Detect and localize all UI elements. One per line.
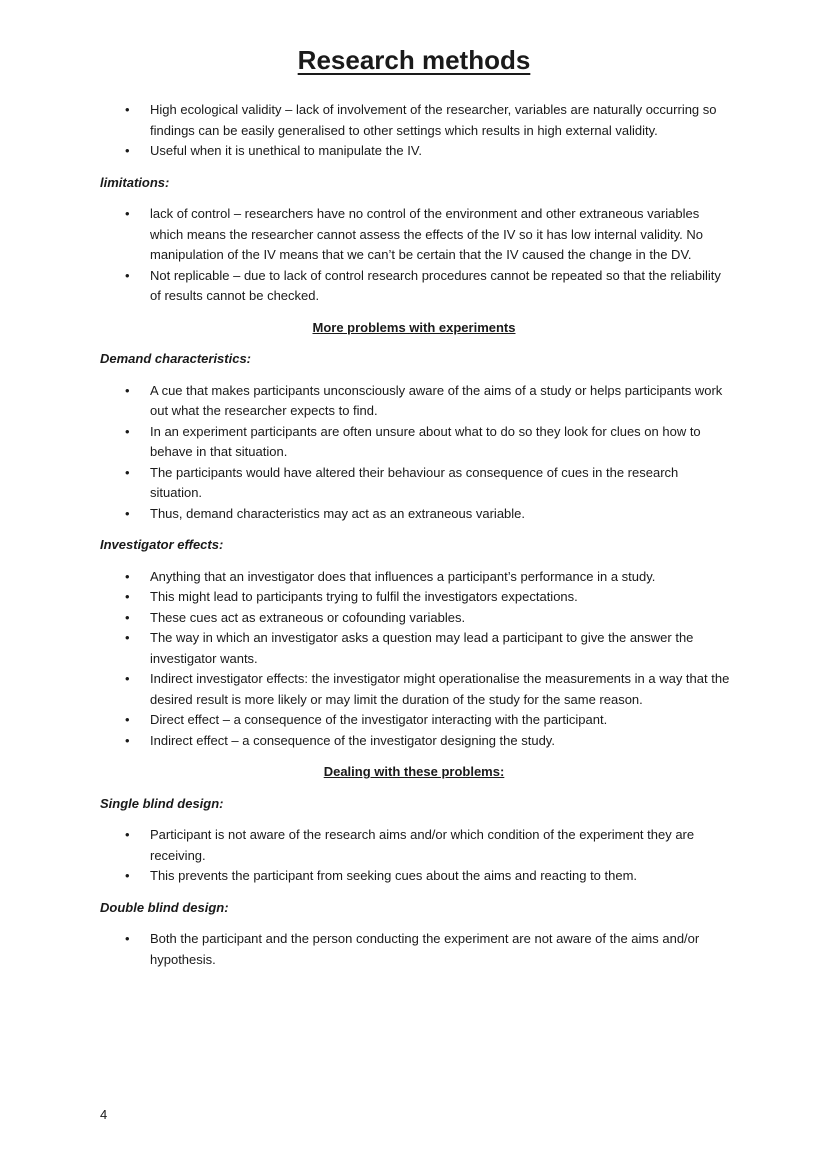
bullet-icon: • bbox=[125, 568, 130, 584]
demand-characteristics-list bbox=[100, 381, 730, 525]
advantages-list bbox=[100, 100, 730, 162]
bullet-icon: • bbox=[125, 712, 130, 727]
list-item: • The participants would have altered their behaviour as consequence of cues in the research situation. bbox=[125, 464, 679, 500]
bullet-icon: • bbox=[125, 630, 130, 645]
list-item: • Thus, demand characteristics may act as an extraneous variable. bbox=[100, 504, 730, 525]
list-item: • lack of control – researchers have no control of the environment and other extraneous variables which means the researcher cannot assess the effects of the IV so it has low internal validity. No manipulation of the IV means that we can’t be certain that the IV caused the change in the DV. bbox=[125, 206, 704, 262]
page-content bbox=[100, 100, 730, 970]
page-title: Research methods bbox=[297, 45, 531, 75]
bullet-icon: • bbox=[125, 464, 130, 480]
list-item: • These cues act as extraneous or cofounding variables. bbox=[100, 608, 730, 629]
dealing-with-problems-heading: Dealing with these problems: bbox=[323, 764, 505, 779]
list-item: • Both the participant and the person conducting the experiment are not aware of the aims and/or hypothesis. bbox=[125, 931, 700, 967]
list-item: • The way in which an investigator asks a question may lead a participant to give the answer the investigator wants. bbox=[125, 630, 694, 666]
double-blind-list bbox=[100, 929, 730, 970]
demand-characteristics-heading: Demand characteristics: bbox=[100, 351, 252, 366]
list-item: • A cue that makes participants unconsciously aware of the aims of a study or helps participants work out what the researcher expects to find. bbox=[125, 382, 723, 418]
more-problems-heading: More problems with experiments bbox=[312, 319, 516, 335]
list-item: • In an experiment participants are often unsure about what to do so they look for clues on how to behave in that situation. bbox=[125, 423, 701, 459]
list-item: • High ecological validity – lack of involvement of the researcher, variables are naturally occurring so findings can be easily generalised to other settings which results in high external validity. bbox=[125, 102, 717, 138]
investigator-effects-heading: Investigator effects: bbox=[100, 537, 224, 552]
bullet-icon: • bbox=[125, 505, 130, 521]
bullet-icon: • bbox=[125, 931, 130, 946]
bullet-icon: • bbox=[125, 609, 130, 625]
bullet-icon: • bbox=[125, 267, 130, 283]
bullet-icon: • bbox=[125, 671, 130, 686]
bullet-icon: • bbox=[125, 206, 130, 221]
bullet-icon: • bbox=[125, 827, 130, 842]
limitations-list bbox=[100, 204, 730, 307]
bullet-icon: • bbox=[125, 423, 130, 439]
list-item: • Direct effect – a consequence of the investigator interacting with the participant. bbox=[100, 710, 730, 731]
list-item: • This might lead to participants trying to fulfil the investigators expectations. bbox=[100, 587, 730, 608]
single-blind-heading: Single blind design: bbox=[100, 795, 224, 811]
list-item: • Anything that an investigator does that influences a participant’s performance in a study. bbox=[100, 567, 730, 588]
list-item: • Indirect investigator effects: the investigator might operationalise the measurements in a way that the desired result is more likely or may limit the duration of the study for the same reason. bbox=[125, 671, 730, 707]
bullet-icon: • bbox=[125, 589, 130, 604]
list-item: • Indirect effect – a consequence of the investigator designing the study. bbox=[100, 731, 730, 752]
double-blind-heading: Double blind design: bbox=[100, 899, 229, 915]
page-number: 4 bbox=[100, 1107, 108, 1122]
bullet-icon: • bbox=[125, 732, 130, 748]
list-item: • This prevents the participant from seeking cues about the aims and reacting to them. bbox=[100, 866, 730, 887]
bullet-icon: • bbox=[125, 868, 130, 883]
investigator-effects-list bbox=[100, 567, 730, 752]
list-item: • Not replicable – due to lack of control research procedures cannot be repeated so that the reliability of results cannot be checked. bbox=[125, 267, 721, 303]
single-blind-list bbox=[100, 825, 730, 887]
list-item: • Participant is not aware of the research aims and/or which condition of the experiment they are receiving. bbox=[125, 827, 695, 863]
list-item: • Useful when it is unethical to manipulate the IV. bbox=[100, 141, 730, 162]
limitations-heading: limitations: bbox=[100, 174, 170, 190]
bullet-icon: • bbox=[125, 382, 130, 398]
bullet-icon: • bbox=[125, 102, 130, 117]
bullet-icon: • bbox=[125, 143, 130, 158]
